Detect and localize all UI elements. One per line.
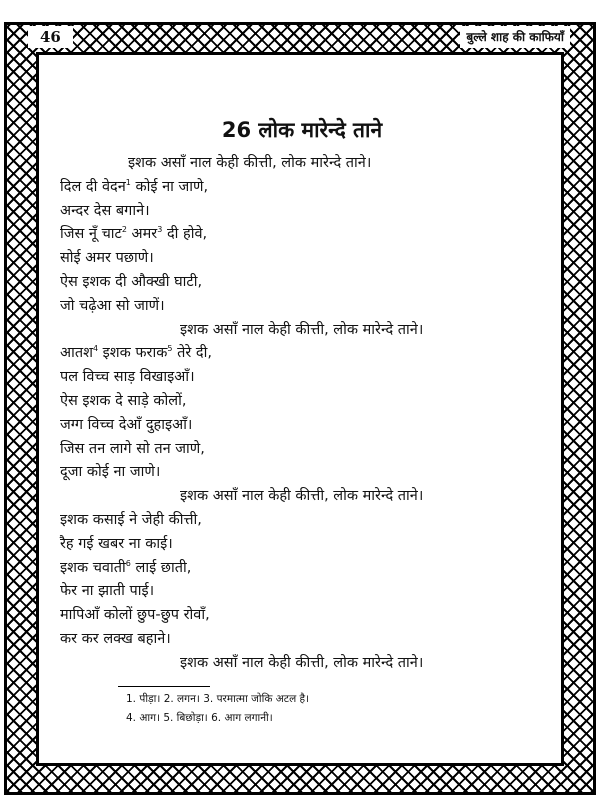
poem-line (46, 176, 558, 200)
poem-line (46, 461, 558, 485)
footnote-line: 4. आग। 5. बिछोड़ा। 6. आग लगानी। (126, 712, 273, 724)
line-text: इशक असाँ नाल केही कीत्ती, लोक मारेन्दे ताने। (180, 488, 424, 505)
running-head: बुल्ले शाह की काफियाँ (460, 26, 570, 48)
poem-line-refrain (46, 652, 558, 676)
line-text: आतश (60, 345, 93, 362)
poem-line (46, 628, 558, 652)
poem-line (46, 509, 558, 533)
line-text: कोई ना जाणे, (130, 178, 209, 195)
page-header (8, 24, 592, 50)
line-text: दूजा कोई ना जाणे। (60, 464, 161, 481)
line-text: ऐस इशक दी औक्खी घाटी, (60, 273, 203, 290)
footnotes (126, 690, 546, 728)
footnote-ref: 5 (167, 344, 173, 354)
line-text: मापिआँ कोलों छुप-छुप रोवाँ, (60, 607, 210, 624)
poem-body (46, 152, 558, 676)
line-text: इशक असाँ नाल केही कीत्ती, लोक मारेन्दे ताने। (180, 654, 424, 671)
poem-line-refrain (46, 152, 558, 176)
footnote-ref: 3 (157, 225, 163, 235)
footnote-ref: 4 (92, 344, 99, 354)
line-text: जग्ग विच्च देआँ दुहाइआँ। (60, 416, 193, 433)
poem-line-refrain (46, 319, 558, 343)
line-text: जिस तन लागे सो तन जाणे, (60, 440, 205, 457)
page-number: 46 (28, 26, 73, 48)
line-text: दिल दी वेदन (60, 178, 126, 195)
line-text: अन्दर देस बगाने। (60, 202, 150, 219)
footnote-ref: 6 (125, 558, 131, 568)
line-text: दी होवे, (162, 226, 208, 243)
poem-line (46, 438, 558, 462)
line-text: जो चढ़ेआ सो जाणें। (60, 297, 165, 314)
line-text: पल विच्च साड़ विखाइआँ। (60, 369, 195, 386)
poem-line (46, 414, 558, 438)
line-text: इशक कसाई ने जेही कीत्ती, (60, 511, 202, 528)
poem-line (46, 200, 558, 224)
poem-line (46, 604, 558, 628)
line-text: फेर ना झाती पाई। (60, 583, 155, 600)
poem-line-refrain (46, 485, 558, 509)
line-text: ऐस इशक दे साड़े कोलों, (60, 392, 187, 409)
poem-line (46, 366, 558, 390)
line-text: लाई छाती, (130, 559, 192, 576)
footnote-ref: 1 (125, 177, 131, 187)
line-text: इशक फराक (98, 345, 168, 362)
footnote-divider (118, 686, 210, 687)
line-text: जिस नूँ चाट (60, 226, 122, 243)
line-text: इशक असाँ नाल केही कीत्ती, लोक मारेन्दे ताने। (180, 321, 424, 338)
page-content (46, 60, 558, 760)
poem-line (46, 271, 558, 295)
footnote-line: 1. पीड़ा। 2. लगन। 3. परमात्मा जोकि अटल है। (126, 693, 310, 705)
poem-line (46, 223, 558, 247)
line-text: इशक असाँ नाल केही कीत्ती, लोक मारेन्दे ताने। (128, 155, 372, 171)
line-text: इशक चवाती (60, 559, 126, 576)
poem-line (46, 295, 558, 319)
poem-line (46, 390, 558, 414)
poem-line (46, 533, 558, 557)
poem-title: 26 लोक मारेन्दे ताने (221, 118, 383, 142)
poem-line (46, 247, 558, 271)
poem-line (46, 580, 558, 604)
line-text: सोई अमर पछाणे। (60, 250, 154, 267)
line-text: अमर (126, 226, 158, 243)
line-text: कर कर लक्ख बहाने। (60, 630, 171, 647)
footnote-ref: 2 (121, 225, 127, 235)
poem-line (46, 342, 558, 366)
poem-line (46, 557, 558, 581)
line-text: रैह गई खबर ना काई। (60, 535, 173, 552)
line-text: तेरे दी, (172, 345, 212, 362)
